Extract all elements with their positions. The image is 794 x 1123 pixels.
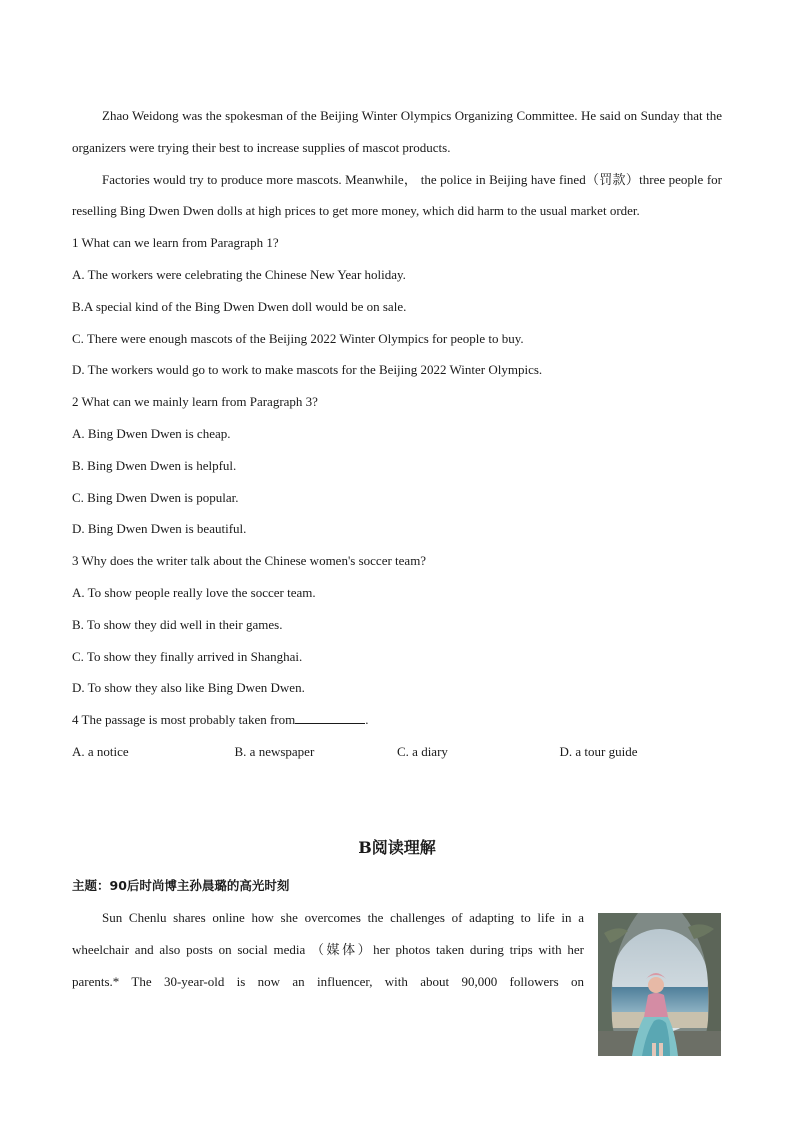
question-stem: 1 What can we learn from Paragraph 1? [72,235,279,251]
option-c: C. Bing Dwen Dwen is popular. [72,489,239,505]
passage-b-line-3: parents.* The 30-year-old is now an influencer, with about 90,000 followers on [72,973,584,989]
woman-photo [598,913,721,1056]
option-d: D. a tour guide [559,743,638,759]
option-d: D. The workers would go to work to make mascots for the Beijing 2022 Winter Olympics. [72,362,543,378]
passage-paragraph-2: Factories would try to produce more mascots. Meanwhile， the police in Beijing have fined（罚款）three people for reselling Bing Dwen Dwen dolls at high prices to get more money, which did harm to the usual market order. [72,171,722,219]
option-b: B. Bing Dwen Dwen is helpful. [72,457,237,473]
option-c: C. To show they finally arrived in Shanghai. [72,648,303,664]
question-stem: 3 Why does the writer talk about the Chinese women's soccer team? [72,553,427,569]
option-a: A. The workers were celebrating the Chinese New Year holiday. [72,266,406,282]
option-d: D. To show they also like Bing Dwen Dwen. [72,680,305,696]
question-1 [72,227,722,386]
question-2 [72,386,722,545]
section-b-heading: B阅读理解 [358,838,436,857]
option-b: B.A special kind of the Bing Dwen Dwen doll would be on sale. [72,298,407,314]
passage-b [72,902,584,997]
options-row [72,736,722,768]
passage-b-line-1: Sun Chenlu shares online how she overcomes the challenges of adapting to life in a [102,910,584,925]
option-a: A. Bing Dwen Dwen is cheap. [72,425,231,441]
answer-blank[interactable] [295,709,365,724]
question-stem: 2 What can we mainly learn from Paragraph 3? [72,394,318,410]
question-4 [72,704,722,768]
option-a: A. To show people really love the soccer team. [72,584,316,600]
question-stem [72,704,722,736]
option-d: D. Bing Dwen Dwen is beautiful. [72,521,247,537]
option-a: A. a notice [72,743,129,759]
option-c: C. a diary [397,743,448,759]
passage-b-line-2: wheelchair and also posts on social media （媒体）her photos taken during trips with her [72,941,584,957]
option-c: C. There were enough mascots of the Beijing 2022 Winter Olympics for people to buy. [72,330,524,346]
photo-illustration [598,913,721,1056]
question-stem-end: . [365,712,369,728]
option-b: B. To show they did well in their games. [72,616,283,632]
question-stem-text: 4 The passage is most probably taken from [72,712,296,728]
passage-paragraph-1: Zhao Weidong was the spokesman of the Beijing Winter Olympics Organizing Committee. He said on Sunday that the organizers were trying their best to increase supplies of mascot products. [72,108,722,155]
passage-a [72,100,722,768]
question-3 [72,545,722,704]
section-b-theme: 主题：90后时尚博主孙晨璐的高光时刻 [72,878,290,893]
option-b: B. a newspaper [234,743,315,759]
